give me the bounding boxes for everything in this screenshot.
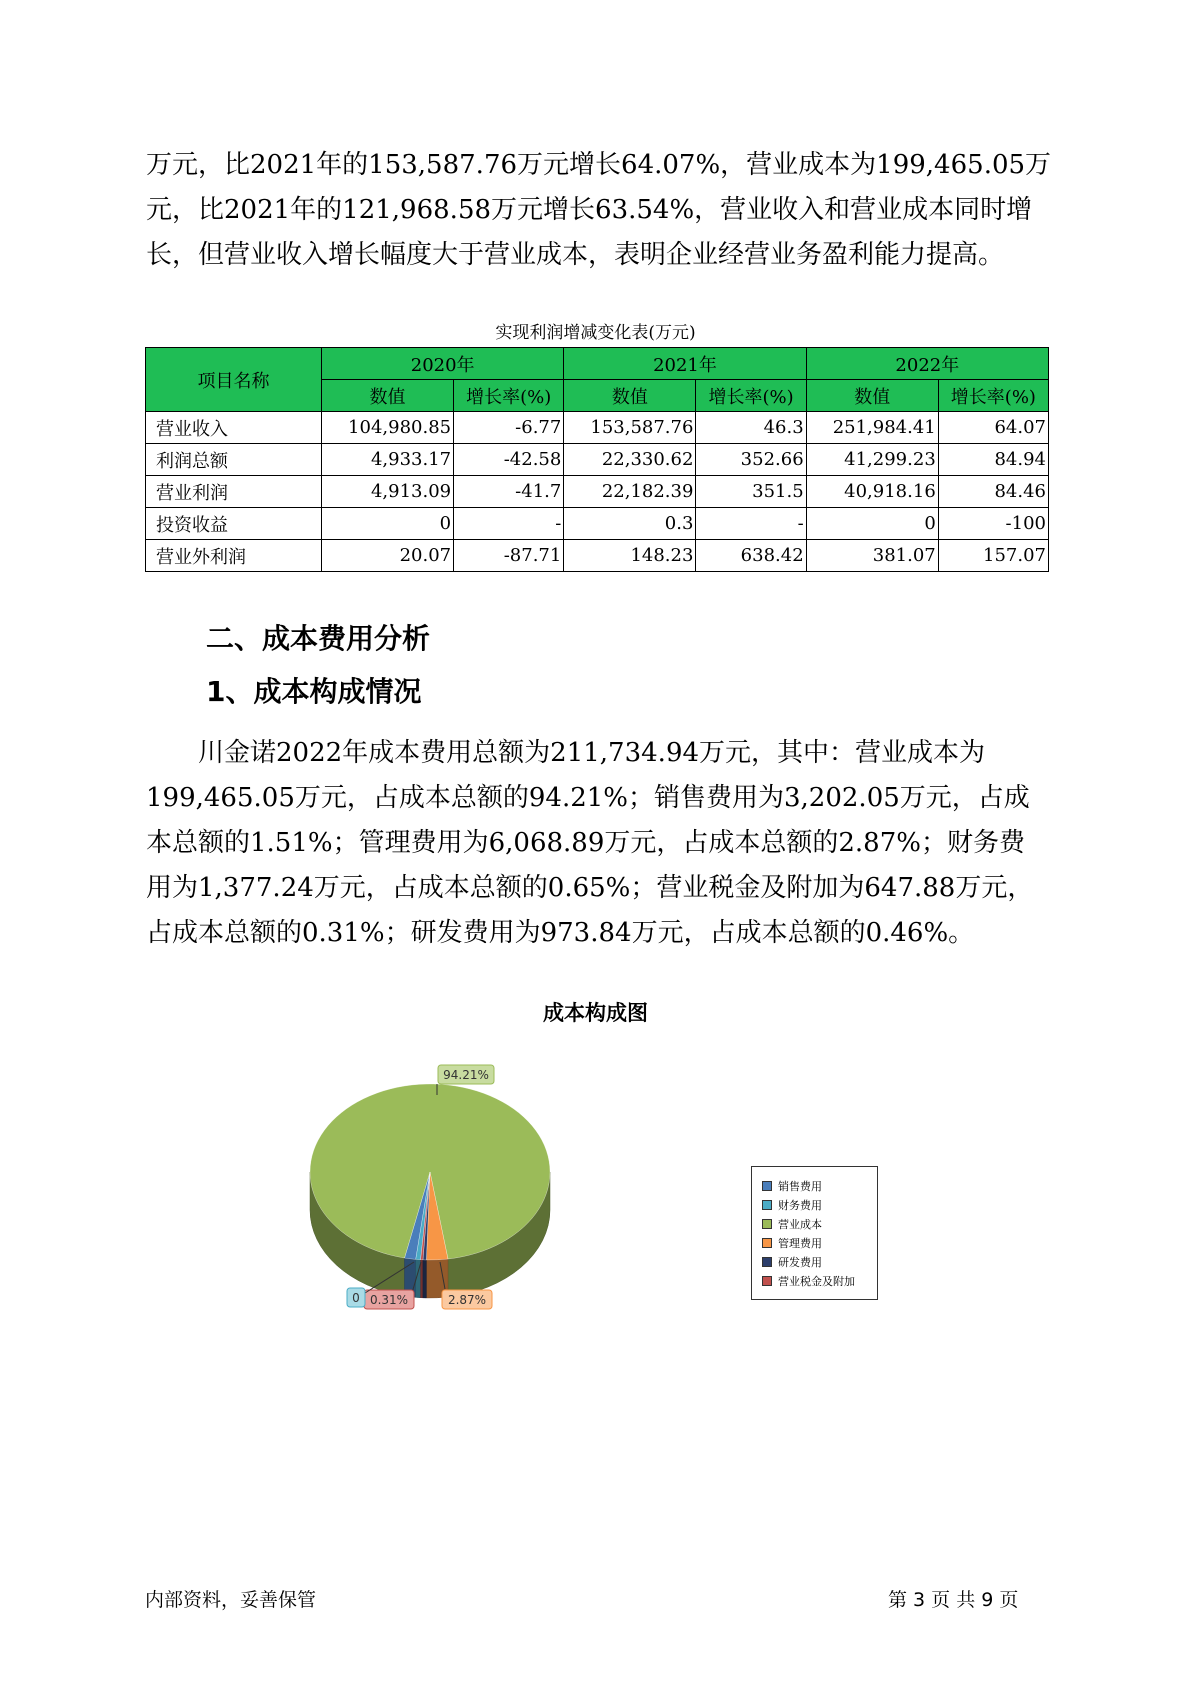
chart-legend	[751, 1166, 878, 1300]
table-cell: 20.07	[322, 540, 454, 572]
table-caption: 实现利润增减变化表(万元)	[495, 323, 696, 343]
table-cell: 64.07	[938, 412, 1048, 444]
column-header-growth: 增长率(%)	[696, 380, 806, 412]
table-cell: 0.3	[564, 508, 696, 540]
section-heading: 二、成本费用分析	[206, 622, 431, 655]
table-cell: 84.46	[938, 476, 1048, 508]
cost-line: 199,465.05万元，占成本总额的94.21%；销售费用为3,202.05万元，占成	[146, 783, 1030, 813]
legend-item	[762, 1233, 877, 1252]
table-cell: 157.07	[938, 540, 1048, 572]
legend-item	[762, 1176, 877, 1195]
table-cell: -	[454, 508, 564, 540]
table-cell: 46.3	[696, 412, 806, 444]
legend-label: 管理费用	[778, 1236, 822, 1250]
table-cell: -	[696, 508, 806, 540]
row-label: 营业收入	[146, 412, 322, 444]
cost-line: 占成本总额的0.31%；研发费用为973.84万元，占成本总额的0.46%。	[146, 918, 975, 948]
cost-line: 本总额的1.51%；管理费用为6,068.89万元，占成本总额的2.87%；财务费	[146, 828, 1025, 858]
row-label: 营业外利润	[146, 540, 322, 572]
legend-item	[762, 1214, 877, 1233]
legend-swatch	[762, 1181, 772, 1191]
legend-swatch	[762, 1219, 772, 1229]
legend-label: 营业税金及附加	[778, 1274, 855, 1288]
table-cell: 251,984.41	[806, 412, 938, 444]
data-label: 94.21%	[443, 1068, 489, 1082]
table-cell: -41.7	[454, 476, 564, 508]
table-cell: 351.5	[696, 476, 806, 508]
column-header-growth: 增长率(%)	[454, 380, 564, 412]
cost-line: 用为1,377.24万元，占成本总额的0.65%；营业税金及附加为647.88万元，	[146, 873, 1034, 903]
legend-swatch	[762, 1200, 772, 1210]
legend-label: 营业成本	[778, 1217, 822, 1231]
data-label: 0	[352, 1291, 360, 1305]
legend-item	[762, 1271, 877, 1290]
pie-side	[423, 1260, 426, 1298]
legend-swatch	[762, 1276, 772, 1286]
chart-title: 成本构成图	[543, 1001, 648, 1025]
table-cell: 84.94	[938, 444, 1048, 476]
data-label: 0.31%	[369, 1293, 409, 1307]
pie-side	[421, 1260, 423, 1298]
table-cell: 381.07	[806, 540, 938, 572]
table-cell: -100	[938, 508, 1048, 540]
legend-swatch	[762, 1257, 772, 1267]
column-header-growth: 增长率(%)	[938, 380, 1048, 412]
table-cell: 352.66	[696, 444, 806, 476]
column-header-value: 数值	[322, 380, 454, 412]
column-header-year: 2022年	[806, 348, 1048, 380]
table-cell: -6.77	[454, 412, 564, 444]
table-cell: 40,918.16	[806, 476, 938, 508]
page-number: 第 3 页 共 9 页	[888, 1589, 1019, 1611]
footer-note: 内部资料，妥善保管	[145, 1589, 317, 1611]
table-cell: 153,587.76	[564, 412, 696, 444]
table-cell: 104,980.85	[322, 412, 454, 444]
legend-item	[762, 1195, 877, 1214]
intro-line: 长，但营业收入增长幅度大于营业成本，表明企业经营业务盈利能力提高。	[146, 240, 1005, 270]
table-cell: 4,913.09	[322, 476, 454, 508]
row-label: 利润总额	[146, 444, 322, 476]
data-label: 2.87%	[447, 1293, 487, 1307]
table-cell: 41,299.23	[806, 444, 938, 476]
legend-label: 销售费用	[778, 1179, 822, 1193]
column-header-year: 2020年	[322, 348, 564, 380]
column-header-item-name: 项目名称	[146, 348, 322, 412]
table-cell: 0	[322, 508, 454, 540]
intro-line: 万元，比2021年的153,587.76万元增长64.07%，营业成本为199,465.05万	[146, 150, 1052, 180]
table-cell: -87.71	[454, 540, 564, 572]
row-label: 投资收益	[146, 508, 322, 540]
row-label: 营业利润	[146, 476, 322, 508]
table-cell: 148.23	[564, 540, 696, 572]
cost-line: 川金诺2022年成本费用总额为211,734.94万元，其中：营业成本为	[198, 738, 986, 768]
column-header-value: 数值	[806, 380, 938, 412]
legend-item	[762, 1252, 877, 1271]
column-header-value: 数值	[564, 380, 696, 412]
legend-swatch	[762, 1238, 772, 1248]
intro-line: 元，比2021年的121,968.58万元增长63.54%，营业收入和营业成本同时增	[146, 195, 1033, 225]
table-cell: 638.42	[696, 540, 806, 572]
sub-heading: 1、成本构成情况	[206, 675, 422, 708]
table-cell: -42.58	[454, 444, 564, 476]
table-cell: 22,182.39	[564, 476, 696, 508]
column-header-year: 2021年	[564, 348, 806, 380]
table-cell: 0	[806, 508, 938, 540]
legend-label: 财务费用	[778, 1198, 822, 1212]
table-cell: 4,933.17	[322, 444, 454, 476]
table-cell: 22,330.62	[564, 444, 696, 476]
legend-label: 研发费用	[778, 1255, 822, 1269]
